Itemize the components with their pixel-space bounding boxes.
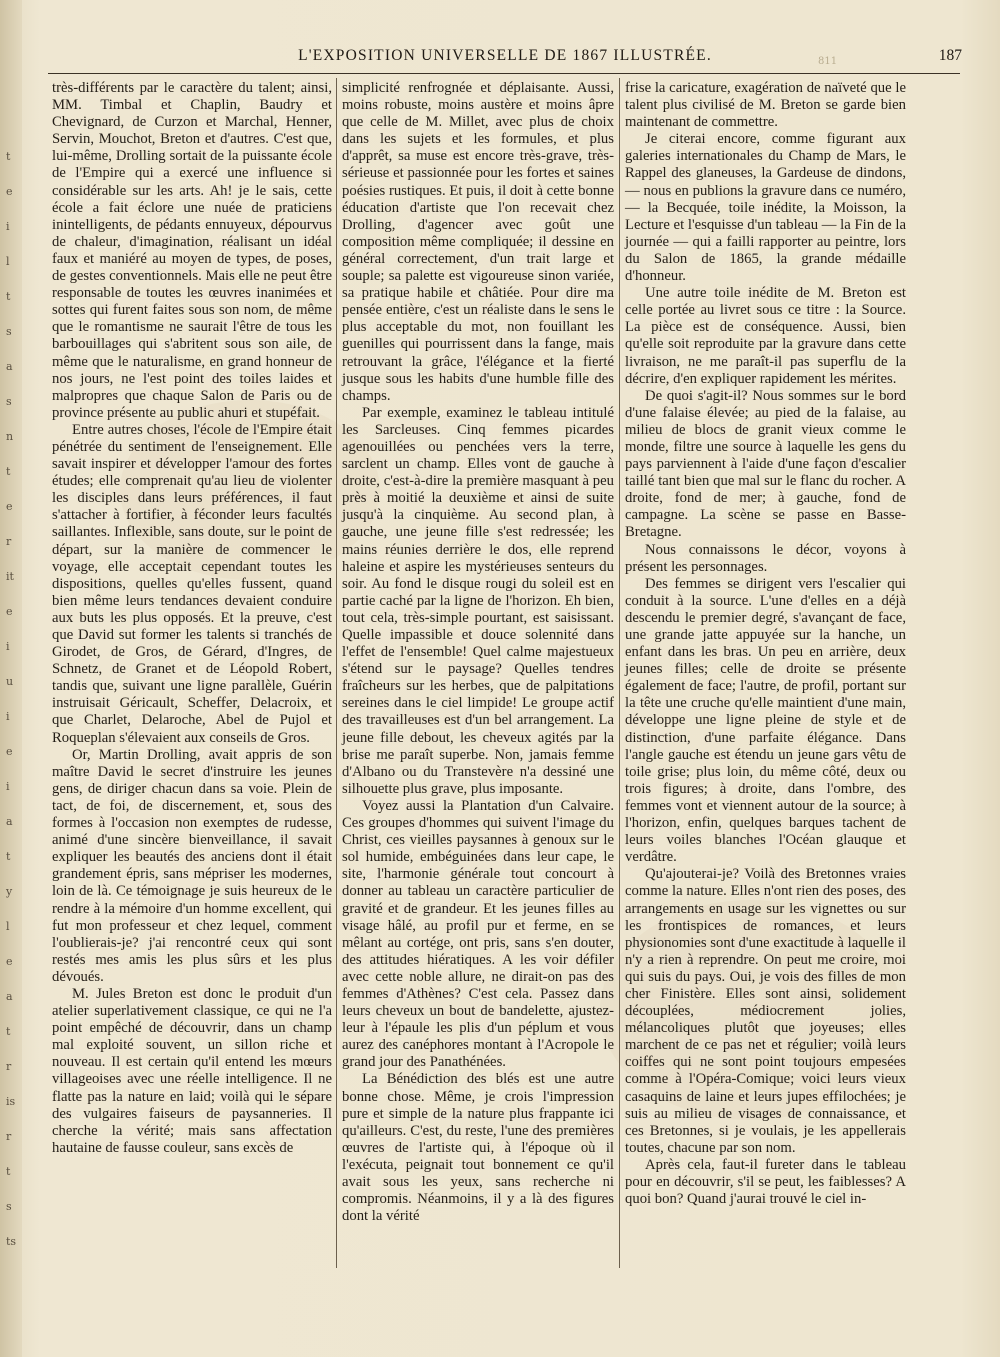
margin-fragment: t	[6, 290, 11, 303]
margin-fragment: a	[6, 990, 13, 1003]
margin-fragment: i	[6, 220, 10, 233]
paragraph: La Bénédiction des blés est une autre bonne chose. Même, je crois l'impression pure et simple de la nature plus frappante ici qu'ailleurs. C'est, du reste, l'une des premières œuvres de l'artiste qui, à l'époque où il l'exécuta, peignait tout bonnement ce qu'il avait sous les yeux, sans recherche ni compromis. Néanmoins, il y a là des figures dont la vérité	[342, 1071, 614, 1225]
page-number: 187	[938, 47, 962, 64]
margin-fragment: l	[6, 920, 10, 933]
paragraph: De quoi s'agit-il? Nous sommes sur le bord d'une falaise élevée; au pied de la falaise, au milieu de blocs de granit vieux comme le monde, filtre une source à laquelle les gens du pays parviennent à l'aide d'une façon d'escalier taillé tant bien que mal sur le flanc du rocher. A droite, fond de mer; à gauche, fond de campagne. La scène se passe en Basse-Bretagne.	[625, 387, 906, 541]
paragraph: Qu'ajouterai-je? Voilà des Bretonnes vraies comme la nature. Elles n'ont rien des poses, des arrangements en usage sur les vignettes ou sur les frontispices de romances, et leurs physionomies sont d'une exactitude à laquelle il n'y a rien à reprendre. On peut me croire, moi qui suis du pays. Oui, je vois des filles de mon cher Finistère. Elles sont ainsi, solidement découplées, médiocrement jolies, mélancoliques plutôt que joyeuses; elles marchent de ce pas net et régulier; voilà leurs coiffes qui ne sont point toujours empesées comme à l'Opéra-Comique; voici leurs vieux casaquins de laine et leurs jupes effilochées; je suis au milieu de visages de connaissance, et ces Bretonnes, si je voulais, je les appellerais toutes, chacune par son nom.	[625, 866, 906, 1156]
paragraph: Nous connaissons le décor, voyons à présent les personnages.	[625, 541, 906, 575]
paragraph: Par exemple, examinez le tableau intitulé les Sarcleuses. Cinq femmes picardes agenouillées ou penchées vers la terre, sarclent un champ. Elles vont de gauche à droite, c'est-à-dire la première masquant à peu près à moitié la deuxième et ainsi de suite jusqu'à la cinquième. Au second plan, à gauche, une jeune fille s'est redressée; les mains réunies derrière le dos, elle reprend haleine et aspire les mystérieuses senteurs du soir. Au fond le disque rougi du soleil est en partie caché par la ligne de l'horizon. Eh bien, tout cela, très-simple pourtant, est saisissant. Quelle impassible et douce solennité dans l'effet de l'ensemble! Quel calme majestueux s'étend sur le paysage? Quelles tendres fraîcheurs sur les herbes, que de palpitations sereines dans le ciel limpide! Le groupe actif des travailleuses est d'un bel arrangement. La jeune fille debout, les cheveux agités par la brise me paraît superbe. Non, jamais femme d'Albano ou du Transtevère n'a dessiné une silhouette plus grave, plus imposante.	[342, 404, 614, 797]
margin-fragment: e	[6, 745, 13, 758]
margin-fragment: ts	[6, 1235, 17, 1248]
paragraph: Or, Martin Drolling, avait appris de son maître David le secret d'instruire les jeunes gens, de diriger chacun dans sa voie. Plein de tact, de foi, de discernement, et, sous des formes à l'occasion non exemptes de rudesse, animé d'une sincère bienveillance, il savait expliquer les beautés des anciens dont il était grandement épris, sans mépriser les modernes, loin de là. Ce témoignage je suis heureux de le rendre à la mémoire d'un homme excellent, qui fut mon professeur et chez lequel, comment l'oublierais-je? j'ai rencontré ceux qui sont restés mes amis les plus sûrs et les plus dévoués.	[52, 746, 332, 985]
faint-mark: 811	[818, 56, 838, 67]
margin-fragment: l	[6, 255, 10, 268]
margin-fragment: e	[6, 500, 13, 513]
margin-fragment: r	[6, 535, 12, 548]
paragraph: Une autre toile inédite de M. Breton est celle portée au livret sous ce titre : la Source. La pièce est de conséquence. Aussi, bien qu'elle soit reproduite par la gravure dans cette livraison, ne me paraît-il pas superflu de la décrire, d'en expliquer rapidement les mérites.	[625, 285, 906, 387]
margin-fragment: it	[6, 570, 14, 583]
paragraph: frise la caricature, exagération de naïveté que le talent plus civilisé de M. Breton se garde bien maintenant de commettre.	[625, 80, 906, 131]
header-rule	[48, 73, 960, 74]
margin-fragment: s	[6, 395, 12, 408]
margin-fragment: n	[6, 430, 14, 443]
paragraph: Voyez aussi la Plantation d'un Calvaire. Ces groupes d'hommes qui suivent l'image du Christ, ces vieilles paysannes à genoux sur le sol humide, embéguinées dans leur cape, le site, l'harmonie générale tout concourt à donner au tableau un caractère particulier de gravité et de grandeur. Et les jeunes filles au visage hâlé, au profil pur et ferme, en se mêlant au cortége, ont pris, sans s'en douter, des attitudes hiératiques. A les voir défiler avec cette noble allure, ne dirait-on pas des femmes d'Athènes? C'est cela. Passez dans leurs cheveux un bout de bandelette, ajustez-leur à l'épaule les plis d'un péplum et vous aurez des canéphores montant à l'Acropole le grand jour des Panathénées.	[342, 797, 614, 1071]
margin-fragment: s	[6, 325, 12, 338]
paragraph: Des femmes se dirigent vers l'escalier qui conduit à la source. L'une d'elles en a déjà descendu le premier degré, s'avançant de face, une grande jatte appuyée sur la hanche, un enfant dans les bras. Un peu en arrière, deux jeunes filles; celle de droite se présente également de face; l'autre, de profil, portant sur la tête une cruche qu'elle maintient d'une main, développe une ligne pleine de style et de distinction, d'une parfaite élégance. Dans l'angle gauche est étendu un jeune gars vêtu de toile grise; plus loin, du même côté, deux ou trois figures; à droite, dans l'ombre, des femmes vont et viennent autour de la source; à l'horizon, enfin, quelques barques tachent de leurs voiles blanches l'Océan glauque et verdâtre.	[625, 575, 906, 866]
margin-fragment: e	[6, 185, 13, 198]
publication-title: L'EXPOSITION UNIVERSELLE DE 1867 ILLUSTRÉE.	[298, 47, 712, 64]
margin-fragment: a	[6, 360, 13, 373]
margin-fragment: t	[6, 150, 11, 163]
margin-fragment: u	[6, 675, 14, 688]
margin-fragment: i	[6, 780, 10, 793]
margin-fragment: e	[6, 605, 13, 618]
paragraph: Je citerai encore, comme figurant aux galeries internationales du Champ de Mars, le Rappel des glaneuses, la Gardeuse de dindons, — nous en publions la gravure dans ce numéro, — la Becquée, toile inédite, la Moisson, la Lecture et l'esquisse d'un tableau — la Fin de la journée — qui a failli rapporter au peintre, lors du Salon de 1865, la grande médaille d'honneur.	[625, 131, 906, 285]
margin-fragment: e	[6, 955, 13, 968]
column-3	[625, 80, 906, 1208]
margin-fragment: r	[6, 1060, 12, 1073]
column-2	[342, 80, 614, 1225]
margin-fragment: i	[6, 710, 10, 723]
margin-fragment: a	[6, 815, 13, 828]
margin-fragment: r	[6, 1130, 12, 1143]
margin-fragment: is	[6, 1095, 16, 1108]
column-1	[52, 80, 332, 1157]
margin-fragment: s	[6, 1200, 12, 1213]
margin-fragment: t	[6, 850, 11, 863]
column-divider	[336, 78, 337, 1268]
paragraph: simplicité renfrognée et déplaisante. Aussi, moins robuste, moins austère et moins âpre que celle de M. Millet, avec plus de choix dans les sujets et les formules, et plus d'apprêt, sa muse est encore très-grave, très-sérieuse et passionnée pour les fortes et saines poésies rustiques. Et puis, il doit à cette bonne éducation d'artiste que l'on recevait chez Drolling, d'agencer avec goût une composition même compliquée; il dessine en général correctement, d'un trait large et souple; sa palette est vigoureuse sinon variée, sa pratique habile et châtiée. Pour dire ma pensée entière, c'est un réaliste dans le sens le plus acceptable du mot, non fouillant les guenilles qui pourrissent dans la fange, mais retrouvant la grâce, l'élégance et la fierté jusque sous les habits d'une humble fille des champs.	[342, 80, 614, 404]
margin-fragment: i	[6, 640, 10, 653]
margin-fragment: t	[6, 465, 11, 478]
paragraph: Après cela, faut-il fureter dans le tableau pour en découvrir, s'il se peut, les faiblesses? A quoi bon? Quand j'aurai trouvé le ciel in-	[625, 1156, 906, 1208]
paragraph: très-différents par le caractère du talent; ainsi, MM. Timbal et Chaplin, Baudry et Chevignard, de Curzon et Marchal, Henner, Servin, Mouchot, Breton et d'autres. C'est que, lui-même, Drolling sortait de la puissante école de l'Empire qui a exercé une influence si considérable sur les arts. Ah! je le sais, cette école a fait éclore une nuée de praticiens inintelligents, de pédants ennuyeux, dépourvus de chaleur, d'imagination, réalisant un idéal faux et maniéré au moyen de types, de poses, de gestes conventionnels. Mais elle ne peut être responsable de toutes les œuvres inanimées et sottes qui furent faites sous son nom, de même que le romantisme ne saurait l'être de tous les barbouillages qui s'abritent sous son aile, de même que le naturalisme, en grand honneur de nos jours, ne l'est point des toiles laides et malpropres que chaque Salon de Paris ou de province présente au public ahuri et stupéfait.	[52, 80, 332, 421]
paragraph: Entre autres choses, l'école de l'Empire était pénétrée du sentiment de l'enseignement. Elle savait inspirer et développer l'amour des fortes études; elle comprenait qu'au lieu de violenter les disciples dans leurs préférences, il faut s'attacher à fortifier, à féconder leurs facultés saillantes. Inflexible, sans doute, sur le point de départ, sur la manière de commencer le voyage, elle acceptait cependant toutes les dispositions, quelles qu'elles fussent, quand bien même leurs tendances devaient conduire aux buts les plus opposés. Et la preuve, c'est que David sut former les talents si tranchés de Girodet, de Gros, de Gérard, d'Ingres, de Schnetz, de Granet et de Léopold Robert, tandis que, suivant une ligne parallèle, Guérin instruisait Géricault, Scheffer, Delacroix, et que Charlet, Delaroche, Abel de Pujol et Roqueplan s'élevaient aux conseils de Gros.	[52, 421, 332, 746]
margin-fragment: t	[6, 1025, 11, 1038]
adjacent-page-edge	[0, 0, 22, 1357]
margin-fragment: y	[6, 885, 13, 898]
margin-fragment: t	[6, 1165, 11, 1178]
paragraph: M. Jules Breton est donc le produit d'un atelier superlativement classique, ce qui ne l'a point empêché de découvrir, dans un champ mal exploité souvent, un sillon riche et nouveau. Il est certain qu'il entend les mœurs villageoises avec une réelle intelligence. Il ne flatte pas la nature en laid; voilà qui le sépare des vulgaires faiseurs de paysanneries. Il cherche la vérité; mais sans affectation hautaine de fausse couleur, sans excès de	[52, 985, 332, 1156]
column-divider	[619, 78, 620, 1268]
